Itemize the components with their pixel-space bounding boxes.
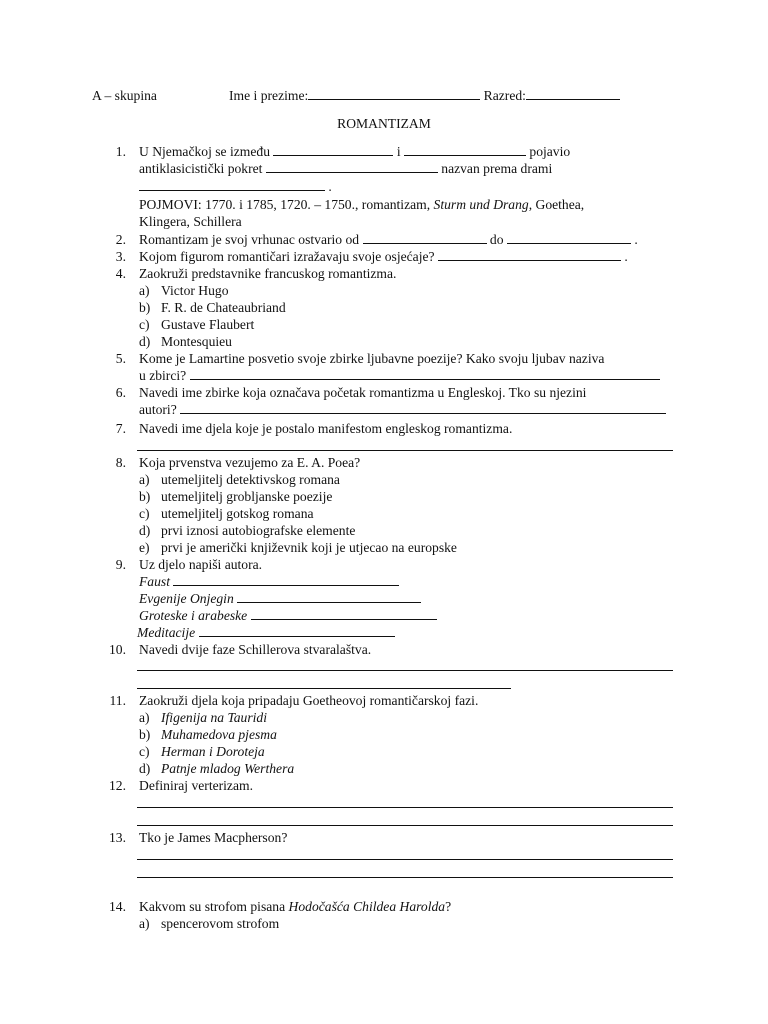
question-number: 1. xyxy=(115,144,126,159)
question-number: 3. xyxy=(115,249,126,264)
question-number: 14. xyxy=(109,899,126,914)
option-letter: c) xyxy=(139,506,150,521)
question-1-line-2: antiklasicistički pokret nazvan prema drami xyxy=(139,161,553,176)
option-text: utemeljitelj grobljanske poezije xyxy=(161,489,333,504)
question-number: 12. xyxy=(109,778,126,793)
question-11: Zaokruži djela koja pripadaju Goetheovoj romantičarskoj fazi. xyxy=(139,693,479,708)
answer-line xyxy=(137,877,673,878)
option-text: Montesquieu xyxy=(161,334,232,349)
question-number: 13. xyxy=(109,830,126,845)
question-number: 2. xyxy=(115,232,126,247)
option-letter: d) xyxy=(139,761,151,776)
question-7: Navedi ime djela koje je postalo manifestom engleskog romantizma. xyxy=(139,421,513,436)
option-letter: a) xyxy=(139,710,150,725)
name-label: Ime i prezime: xyxy=(229,88,309,103)
question-6-line-1: Navedi ime zbirke koja označava početak romantizma u Engleskoj. Tko su njezini xyxy=(139,385,587,400)
option-letter: a) xyxy=(139,916,150,931)
class-blank xyxy=(526,87,620,100)
option-text: spencerovom strofom xyxy=(161,916,280,931)
option-text: prvi je američki književnik koji je utjecao na europske xyxy=(161,540,457,555)
option-letter: a) xyxy=(139,283,150,298)
option-letter: b) xyxy=(139,727,151,742)
group-label: A – skupina xyxy=(92,88,157,103)
question-1-line-1: U Njemačkoj se između i pojavio xyxy=(139,144,571,159)
work-groteske: Groteske i arabeske xyxy=(139,607,437,624)
work-faust: Faust xyxy=(139,573,399,590)
question-1-terms: POJMOVI: 1770. i 1785, 1720. – 1750., romantizam, Sturm und Drang, Goethea, xyxy=(139,197,585,212)
option-letter: c) xyxy=(139,744,150,759)
question-14: Kakvom su strofom pisana Hodočašća Childea Harolda? xyxy=(139,899,452,914)
option-text: utemeljitelj gotskog romana xyxy=(161,506,314,521)
answer-line xyxy=(137,450,673,451)
option-letter: e) xyxy=(139,540,150,555)
page-title: ROMANTIZAM xyxy=(337,116,431,131)
option-letter: a) xyxy=(139,472,150,487)
option-letter: c) xyxy=(139,317,150,332)
answer-line xyxy=(137,670,673,671)
option-text: utemeljitelj detektivskog romana xyxy=(161,472,340,487)
question-number: 6. xyxy=(115,385,126,400)
answer-line xyxy=(137,859,673,860)
question-number: 11. xyxy=(109,693,126,708)
question-2: Romantizam je svoj vrhunac ostvario od do . xyxy=(139,232,638,247)
question-4: Zaokruži predstavnike francuskog romantizma. xyxy=(139,266,397,281)
option-text: Herman i Doroteja xyxy=(161,744,265,759)
option-text: Ifigenija na Tauridi xyxy=(161,710,267,725)
question-3: Kojom figurom romantičari izražavaju svoje osjećaje? . xyxy=(139,249,628,264)
question-8: Koja prvenstva vezujemo za E. A. Poea? xyxy=(139,455,361,470)
option-letter: d) xyxy=(139,523,151,538)
answer-line xyxy=(137,807,673,808)
option-text: Gustave Flaubert xyxy=(161,317,255,332)
question-5-line-1: Kome je Lamartine posvetio svoje zbirke ljubavne poezije? Kako svoju ljubav naziva xyxy=(139,351,605,366)
option-text: F. R. de Chateaubriand xyxy=(161,300,286,315)
question-number: 10. xyxy=(109,642,126,657)
work-onjegin: Evgenije Onjegin xyxy=(139,590,421,607)
question-13: Tko je James Macpherson? xyxy=(139,830,288,845)
question-number: 7. xyxy=(115,421,126,436)
question-number: 5. xyxy=(115,351,126,366)
option-text: Muhamedova pjesma xyxy=(161,727,277,742)
answer-line xyxy=(137,688,511,689)
option-letter: b) xyxy=(139,489,151,504)
name-blank xyxy=(308,87,480,100)
question-10: Navedi dvije faze Schillerova stvaralaštva. xyxy=(139,642,372,657)
option-text: Patnje mladog Werthera xyxy=(161,761,295,776)
question-1-line-3: . xyxy=(139,178,332,195)
work-meditacije: Meditacije xyxy=(137,624,395,641)
name-field xyxy=(229,87,620,104)
option-letter: b) xyxy=(139,300,151,315)
class-label: Razred: xyxy=(483,88,526,103)
question-5-line-2: u zbirci? xyxy=(139,367,660,384)
option-letter: d) xyxy=(139,334,151,349)
answer-line xyxy=(137,825,673,826)
question-number: 9. xyxy=(115,557,126,572)
question-9: Uz djelo napiši autora. xyxy=(139,557,263,572)
question-number: 4. xyxy=(115,266,126,281)
question-number: 8. xyxy=(115,455,126,470)
option-text: prvi iznosi autobiografske elemente xyxy=(161,523,356,538)
question-1-terms-cont: Klingera, Schillera xyxy=(139,214,242,229)
option-text: Victor Hugo xyxy=(161,283,229,298)
question-6-line-2: autori? xyxy=(139,401,666,418)
question-12: Definiraj verterizam. xyxy=(139,778,253,793)
